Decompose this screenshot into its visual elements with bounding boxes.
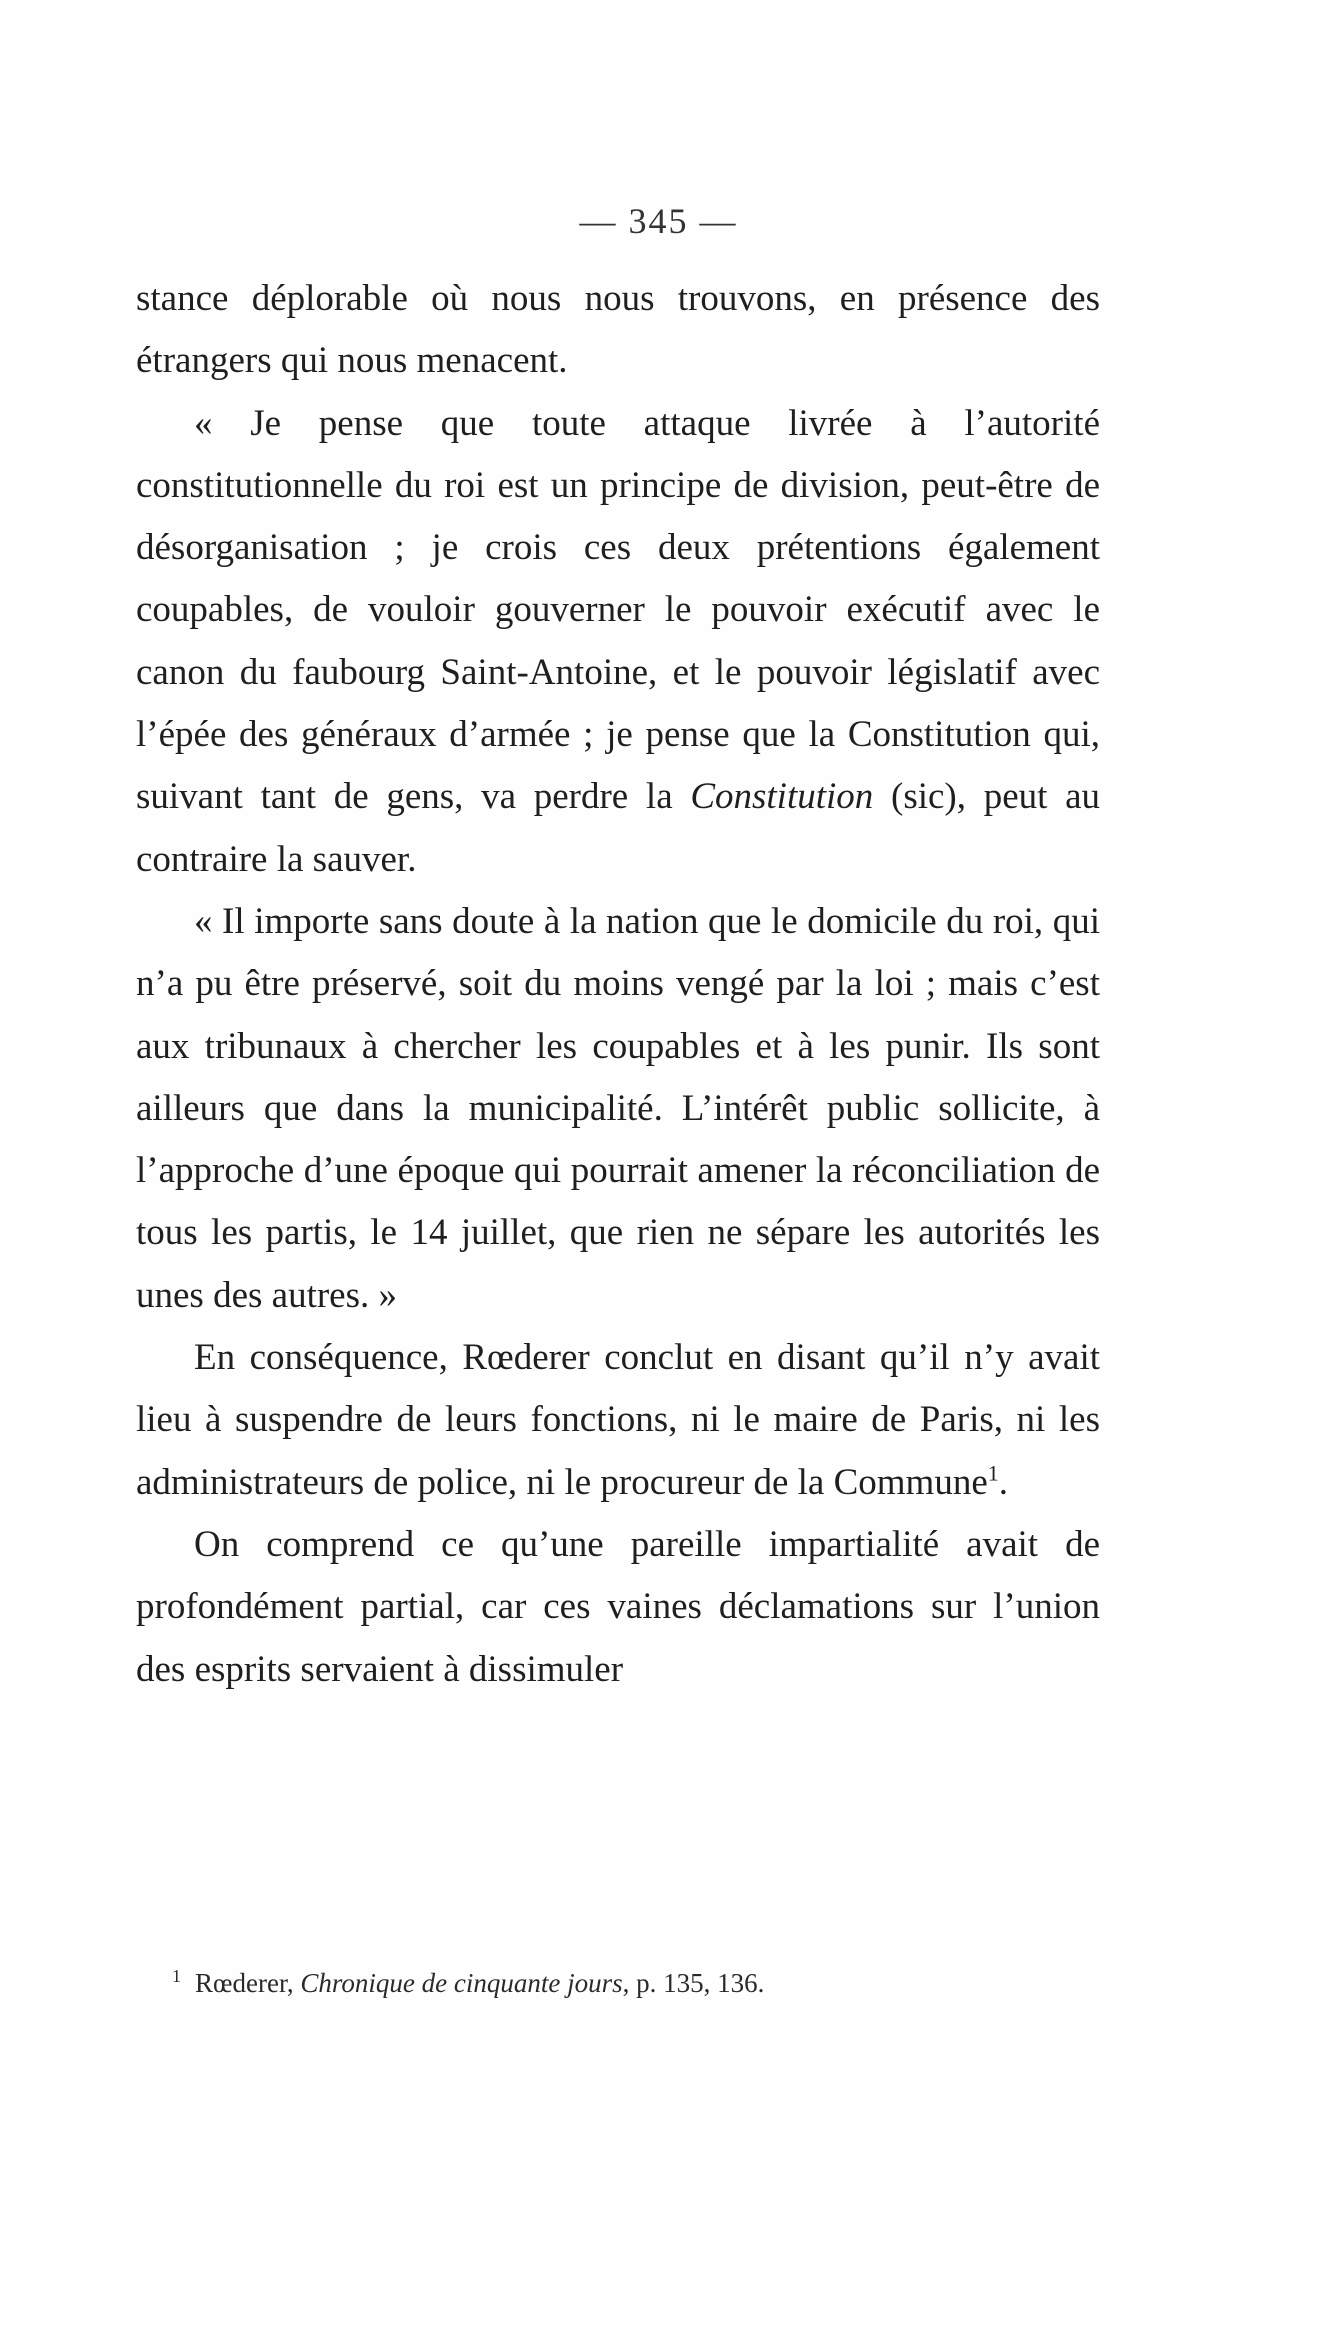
footnote-title: Chronique de cinquante jours (300, 1968, 623, 1998)
paragraph-2-text: « Je pense que toute attaque livrée à l’autorité constitutionnelle du roi est un principe de division, peut-être de désorganisation ; je crois ces deux prétentions également coupables, de vouloir gouverner le pouvoir exécutif avec le canon du faubourg Saint-Antoine, et le pouvoir législatif avec l’épée des généraux d’armée ; je pense que la Constitution qui, suivant tant de gens, va perdre la (136, 402, 1100, 818)
paragraph-4-text: En conséquence, Rœderer conclut en disant qu’il n’y avait lieu à suspendre de leurs fonctions, ni le maire de Paris, ni les administrateurs de police, ni le procureur de la Commune (136, 1337, 1100, 1503)
paragraph-3 (136, 891, 1100, 1327)
footnote (172, 1965, 1072, 2001)
footnote-mark: 1 (172, 1966, 181, 1986)
footnote-author: Rœderer, (195, 1968, 294, 1998)
paragraph-4 (136, 1327, 1100, 1514)
footnote-reference[interactable]: 1 (987, 1460, 999, 1486)
paragraph-4-after: . (998, 1461, 1009, 1503)
paragraph-2-italic: Constitution (690, 776, 874, 818)
page-number: — 345 — (579, 201, 738, 241)
body-text (136, 268, 1100, 1701)
paragraph-1-text: stance déplorable où nous nous trouvons, en présence des étrangers qui nous menacent. (136, 278, 1100, 382)
paragraph-1 (136, 268, 1100, 393)
paragraph-5-text: On comprend ce qu’une pareille impartialité avait de profondément partial, car ces vaines déclamations sur l’union des esprits servaient à dissimuler (136, 1523, 1100, 1690)
paragraph-3-text: « Il importe sans doute à la nation que le domicile du roi, qui n’a pu être préservé, soit du moins vengé par la loi ; mais c’est aux tribunaux à chercher les coupables et à les punir. Ils sont ailleurs que dans la municipalité. L’intérêt public sollicite, à l’approche d’une époque qui pourrait amener la réconciliation de tous les partis, le 14 juillet, que rien ne sépare les autorités les unes des autres. » (136, 900, 1100, 1316)
paragraph-5 (136, 1514, 1100, 1701)
footnote-pages: , p. 135, 136. (622, 1968, 765, 1998)
paragraph-2-after: (sic), peut au contraire la sauver. (136, 776, 1101, 880)
paragraph-2 (136, 393, 1100, 891)
